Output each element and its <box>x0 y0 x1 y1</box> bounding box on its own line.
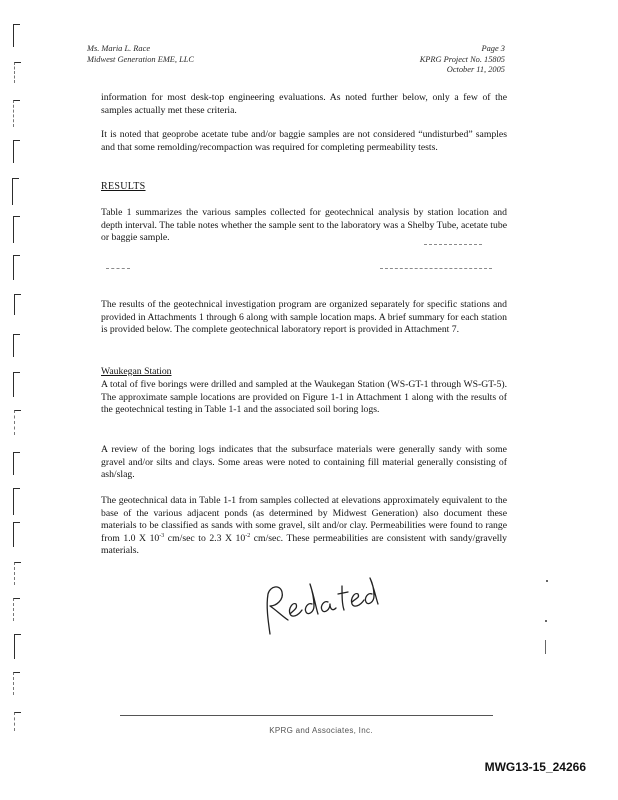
binder-mark <box>14 410 21 435</box>
binder-mark <box>13 216 20 243</box>
redacted-handwriting <box>258 576 382 640</box>
binder-mark <box>13 672 20 695</box>
recipient-name: Ms. Maria L. Race <box>87 44 151 53</box>
binder-mark <box>13 140 20 163</box>
paragraph-table-summary: Table 1 summarizes the various samples collected for geotechnical analysis by station location and depth interval. The table notes whether the sample sent to the laboratory was a Shelby Tube, acetate tube or baggie sample. <box>101 207 507 244</box>
binder-mark <box>13 522 20 547</box>
bates-number: MWG13-15_24266 <box>484 760 586 774</box>
project-number: KPRG Project No. 15805 <box>419 54 505 64</box>
geotech-text-part-3: cm/sec. These permeabilities are consistent with sandy/gravelly materials. <box>101 532 507 557</box>
geotech-text-part-2: cm/sec to 2.3 X 10 <box>164 532 246 544</box>
footer-company: KPRG and Associates, Inc. <box>269 726 373 735</box>
binder-mark <box>13 488 20 515</box>
geotech-text-part-1: The geotechnical data in Table 1-1 from samples collected at elevations approximately equivalent to the base of the various adjacent ponds (as determined by Midwest Generation) also document these materials to be classified as sands with some gravel, silt and/or clay. Permeabilities were found to range from 1.0 X 10 <box>101 495 507 544</box>
paragraph-geotechnical-data <box>101 495 507 558</box>
footer-rule <box>120 715 493 716</box>
binder-mark <box>13 255 20 280</box>
scan-artifact-line <box>106 268 130 269</box>
exponent-2: -2 <box>245 532 251 539</box>
letter-header-recipient <box>87 44 194 65</box>
binder-mark <box>12 178 19 205</box>
paragraph-results-organization: The results of the geotechnical investigation program are organized separately for specific stations and provided in Attachments 1 through 6 along with sample location maps. A brief summary for each station is provided below. The complete geotechnical laboratory report is provided in Attachment 7. <box>101 299 507 336</box>
scan-speck <box>546 580 548 582</box>
waukegan-station-heading: Waukegan Station <box>101 366 172 377</box>
binder-mark <box>14 562 21 585</box>
paragraph-waukegan-borings: A total of five borings were drilled and sampled at the Waukegan Station (WS-GT-1 through WS-GT-5). The approximate sample locations are provided on Figure 1-1 in Attachment 1 along with the results of the geotechnical testing in Table 1-1 and the associated soil boring logs. <box>101 379 507 416</box>
letter-date: October 11, 2005 <box>446 65 505 74</box>
paragraph-desktop-evaluations: information for most desk-top engineering evaluations. As noted further below, only a few of the samples actually met these criteria. <box>101 92 507 116</box>
recipient-company: Midwest Generation EME, LLC <box>87 54 195 64</box>
scan-artifact-line <box>380 268 492 269</box>
binder-mark <box>14 62 21 83</box>
binder-mark <box>13 24 20 47</box>
scan-speck <box>545 620 547 622</box>
binder-mark <box>13 334 20 357</box>
letter-header-reference <box>420 44 505 76</box>
paragraph-boring-logs: A review of the boring logs indicates that the subsurface materials were generally sandy with some gravel and/or silts and clays. Some areas were noted to containing fill material generally consisting of ash/slag. <box>101 444 507 481</box>
binder-mark <box>13 372 20 397</box>
results-heading: RESULTS <box>101 181 146 192</box>
binder-mark <box>13 598 20 621</box>
exponent-1: -3 <box>159 532 165 539</box>
scan-artifact-line <box>424 244 482 245</box>
paragraph-sample-types: It is noted that geoprobe acetate tube and/or baggie samples are not considered “undisturbed” samples and that some remolding/recompaction was required for completing permeability tests. <box>101 129 507 153</box>
scan-speck <box>545 640 546 654</box>
binder-mark <box>13 452 20 475</box>
binder-mark <box>13 100 20 127</box>
binder-mark <box>14 634 21 659</box>
page-number: Page 3 <box>481 44 505 53</box>
binder-mark <box>14 294 21 315</box>
